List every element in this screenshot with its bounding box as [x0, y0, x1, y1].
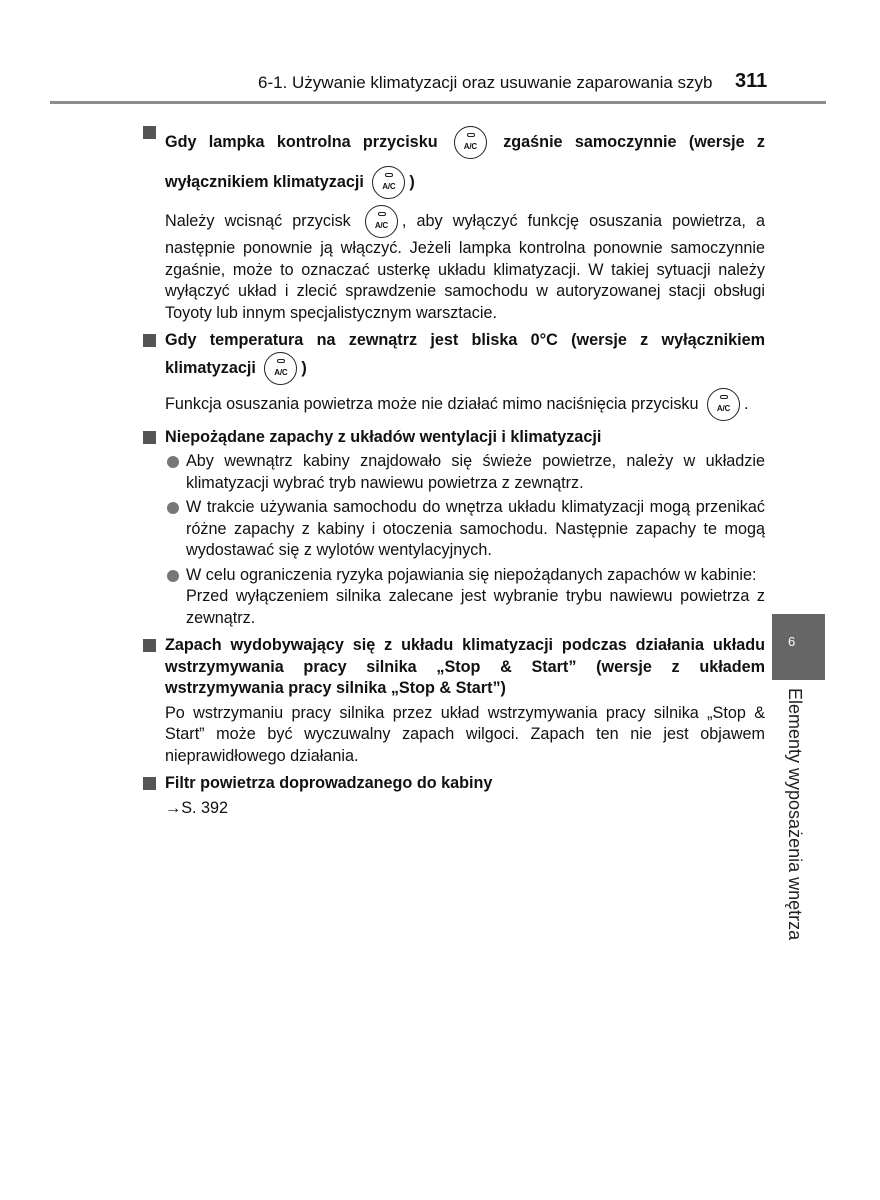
section-heading-indicator-off [143, 122, 765, 202]
ac-button-icon: A/C [372, 166, 405, 199]
section-square-icon [143, 334, 156, 347]
bullet-icon [167, 570, 179, 582]
bullet-icon [167, 502, 179, 514]
heading-text: Zapach wydobywający się z układu klimatyzacji podczas działania układu wstrzymywania pracy silnika „Stop & Start” (wersje z układem wstrzymywania pracy silnika „Stop & Start”) [165, 636, 765, 697]
heading-text: ) [301, 358, 307, 377]
chapter-tab[interactable] [772, 614, 825, 680]
paragraph: Funkcja osuszania powietrza może nie działać mimo naciśnięcia przycisku A/C . [165, 388, 765, 421]
heading-text: zgaśnie samoczynnie (wersje z wyłącznikiem klimatyzacji [165, 133, 765, 191]
section-heading-temperature [143, 330, 765, 385]
heading-text: Filtr powietrza doprowadzanego do kabiny [165, 774, 493, 792]
section-heading-cabin-filter [143, 773, 765, 795]
page-number: 311 [735, 70, 768, 92]
list-item: W trakcie używania samochodu do wnętrza układu klimatyzacji mogą przenikać różne zapachy z kabiny i otoczenia samochodu. Następnie zapachy te mogą wydostawać się z wylotów wentylacyjnych. [167, 497, 765, 562]
header-title: 6-1. Używanie klimatyzacji oraz usuwanie zaparowania szyb [258, 73, 713, 92]
list-item: Aby wewnątrz kabiny znajdowało się świeże powietrze, należy w układzie klimatyzacji wybrać tryb nawiewu powietrza z zewnątrz. [167, 451, 765, 494]
ac-button-icon: A/C [707, 388, 740, 421]
ac-button-icon: A/C [264, 352, 297, 385]
paragraph: Należy wcisnąć przycisk A/C , aby wyłączyć funkcję osuszania powietrza, a następnie ponownie ją włączyć. Jeżeli lampka kontrolna ponownie samoczynnie zgaśnie, może to oznaczać usterkę układu klimatyzacji. W takiej sytuacji należy wyłączyć układ i zlecić sprawdzenie samochodu w autoryzowanej stacji obsługi Toyoty lub innym specjalistycznym warsztacie. [165, 205, 765, 324]
chapter-number: 6 [788, 634, 796, 649]
ac-button-icon: A/C [365, 205, 398, 238]
heading-text: Gdy temperatura na zewnątrz jest bliska 0°C (wersje z wyłącznikiem klimatyzacji [165, 331, 765, 377]
section-square-icon [143, 639, 156, 652]
list-item: W celu ograniczenia ryzyka pojawiania się niepożądanych zapachów w kabinie: Przed wyłączeniem silnika zalecane jest wybranie trybu nawiewu powietrza z zewnątrz. [167, 565, 765, 630]
heading-text: Niepożądane zapachy z układów wentylacji i klimatyzacji [165, 427, 602, 446]
heading-text: ) [409, 173, 415, 191]
section-square-icon [143, 431, 156, 444]
page-reference-link[interactable]: →S. 392 [165, 798, 228, 817]
page-content [143, 122, 765, 819]
bullet-icon [167, 456, 179, 468]
section-heading-stop-start [143, 635, 765, 700]
section-square-icon [143, 126, 156, 139]
section-heading-odors [143, 427, 765, 449]
chapter-title-vertical: Elementy wyposażenia wnętrza [785, 688, 805, 941]
paragraph: Po wstrzymaniu pracy silnika przez układ wstrzymywania pracy silnika „Stop & Start” może być wyczuwalny zapach wilgoci. Zapach ten nie jest objawem nieprawidłowego działania. [165, 703, 765, 765]
heading-text: Gdy lampka kontrolna przycisku [165, 133, 438, 151]
header-rule [50, 101, 826, 104]
section-square-icon [143, 777, 156, 790]
ac-button-icon: A/C [454, 126, 487, 159]
